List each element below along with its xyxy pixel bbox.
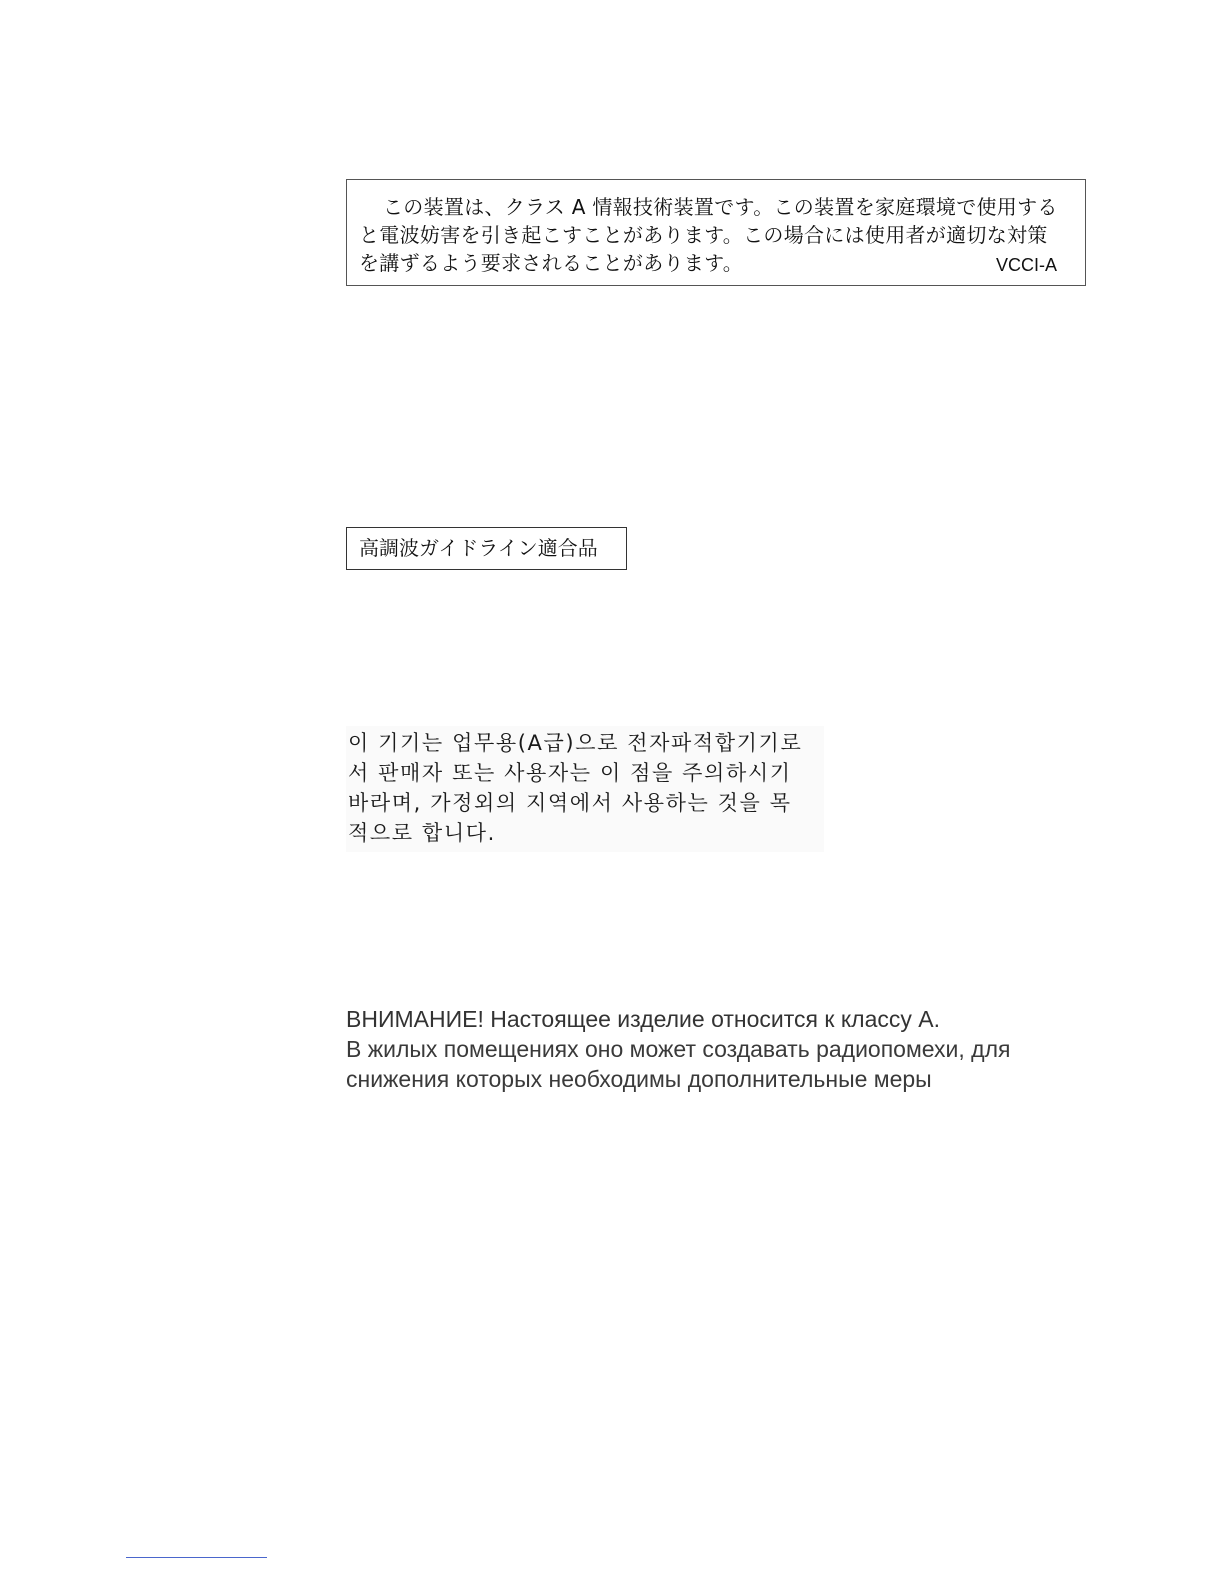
- russian-notice-line: снижения которых необходимы дополнительные меры: [346, 1066, 932, 1092]
- harmonic-guideline-label: 高調波ガイドライン適合品: [346, 527, 627, 570]
- korean-notice-line: 이 기기는 업무용(A급)으로 전자파적합기기로: [348, 731, 803, 755]
- russian-notice-warning: ВНИМАНИЕ! Настоящее изделие относится к классу А.: [346, 1006, 940, 1032]
- korean-notice-line: 바라며, 가정외의 지역에서 사용하는 것을 목: [348, 791, 792, 815]
- vcci-notice-line: この装置は、クラス A 情報技術装置です。この装置を家庭環境で使用する: [383, 195, 1058, 219]
- vcci-notice-line: と電波妨害を引き起こすことがあります。この場合には使用者が適切な対策: [359, 223, 1048, 247]
- vcci-class-code: VCCI-A: [995, 255, 1057, 275]
- korean-notice-line: 서 판매자 또는 사용자는 이 점을 주의하시기: [348, 761, 792, 785]
- korean-emc-notice: [346, 726, 824, 852]
- vcci-notice-line: を講ずるよう要求されることがあります。: [359, 251, 744, 275]
- footnote-divider: [126, 1557, 267, 1558]
- korean-notice-line: 적으로 합니다.: [348, 821, 496, 845]
- russian-notice-line: В жилых помещениях оно может создавать радиопомехи, для: [346, 1036, 1011, 1062]
- vcci-notice-box: [346, 179, 1086, 286]
